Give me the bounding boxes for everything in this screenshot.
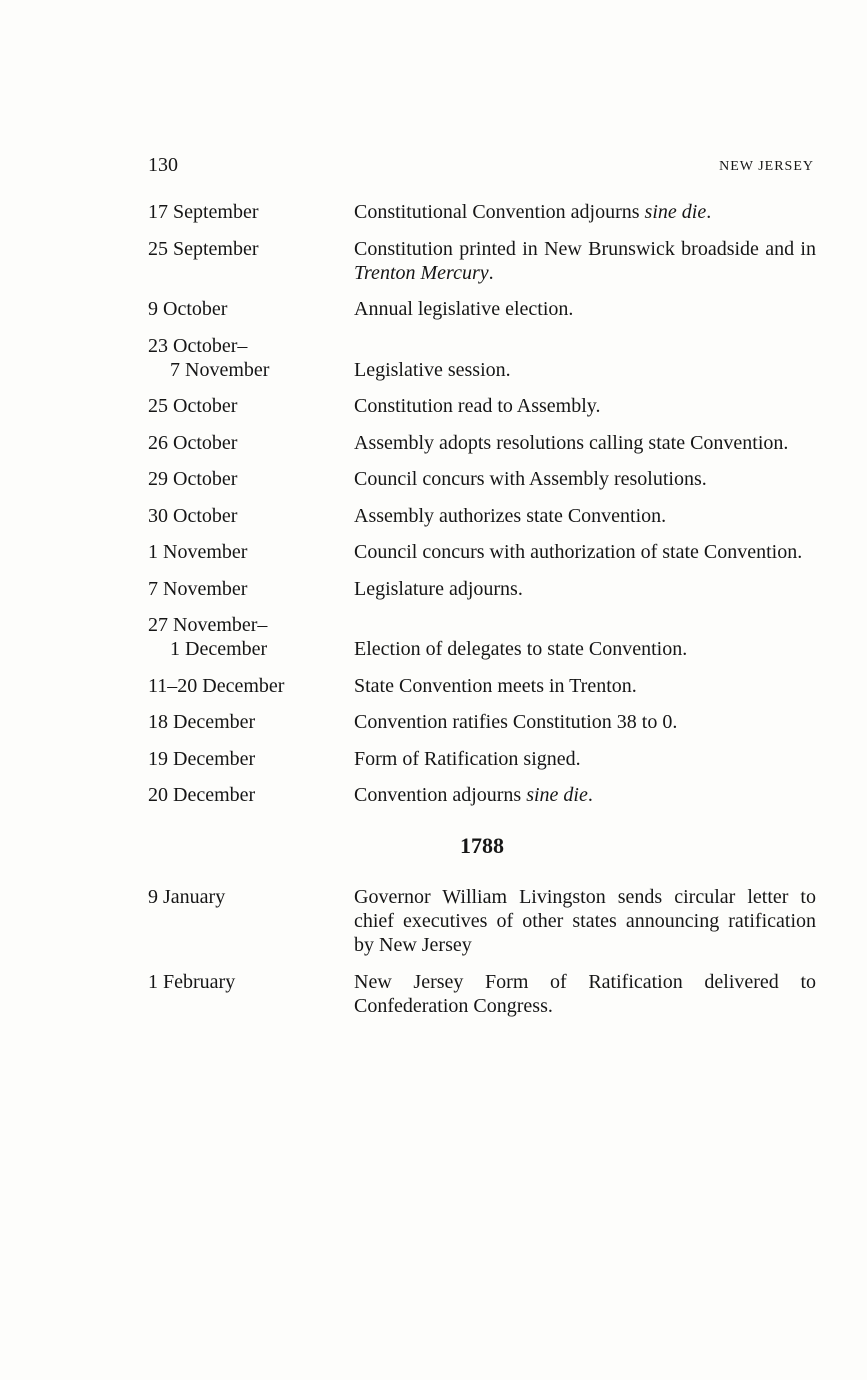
entry-text-part: .	[706, 201, 712, 223]
page-number: 130	[148, 154, 178, 176]
entry-text-part: Constitution printed in New Brunswick broadside and in	[354, 237, 816, 260]
date-line: 25 October	[148, 395, 238, 417]
date-line: 1 February	[148, 970, 236, 993]
running-head: NEW JERSEY	[719, 159, 814, 174]
date-line: 7 November	[170, 358, 270, 381]
date-line: 19 December	[148, 747, 256, 770]
entry-date	[148, 334, 354, 382]
entry-text: Annual legislative election.	[354, 298, 574, 320]
entry-text-italic: sine die	[644, 201, 707, 223]
entry-text: Assembly adopts resolutions calling state Convention.	[354, 431, 789, 454]
entry-text-italic: Trenton Mercury	[354, 261, 489, 284]
date-line: 20 December	[148, 784, 256, 806]
entry-date	[148, 200, 354, 224]
chronology-entry	[148, 970, 816, 1018]
date-line: 25 September	[148, 237, 259, 260]
chronology-entry	[148, 577, 816, 601]
entry-date	[148, 467, 354, 491]
entry-text: Council concurs with Assembly resolutions.	[354, 468, 707, 490]
entry-text: Election of delegates to state Convention.	[354, 638, 688, 660]
date-line: 11–20 December	[148, 674, 285, 697]
date-line: 17 September	[148, 201, 259, 223]
date-line: 18 December	[148, 711, 256, 733]
entry-date	[148, 431, 354, 455]
entry-date	[148, 237, 354, 285]
entry-text-part: Convention adjourns	[354, 784, 527, 806]
chronology-entry	[148, 885, 816, 957]
entry-text: Constitution read to Assembly.	[354, 395, 601, 417]
entry-date	[148, 747, 354, 771]
entry-date	[148, 885, 354, 957]
chronology-entry	[148, 237, 816, 285]
date-line: 9 October	[148, 298, 228, 320]
date-line: 7 November	[148, 577, 248, 600]
year-heading	[148, 833, 816, 859]
entry-text: New Jersey Form of Ratification delivered to Confederation Congress.	[354, 970, 816, 1017]
entry-date	[148, 394, 354, 418]
entry-text: Convention ratifies Constitution 38 to 0.	[354, 711, 678, 733]
entry-text: Legislature adjourns.	[354, 577, 523, 600]
chronology-entry	[148, 783, 816, 807]
entry-date	[148, 540, 354, 564]
entry-text	[354, 237, 816, 285]
chronology-entry	[148, 674, 816, 698]
entry-text-part: .	[587, 784, 593, 806]
date-line: 27 November–	[148, 614, 268, 636]
chronology-entry	[148, 394, 816, 418]
entry-text: Legislative session.	[354, 358, 511, 381]
entry-date	[148, 613, 354, 661]
chronology-entry	[148, 540, 816, 564]
date-line: 1 November	[148, 541, 248, 563]
date-line: 23 October–	[148, 334, 248, 357]
entry-text: Council concurs with authorization of state Convention.	[354, 541, 803, 563]
entry-text	[354, 783, 816, 807]
entry-text: Form of Ratification signed.	[354, 747, 581, 770]
chronology-entry	[148, 747, 816, 771]
date-line: 29 October	[148, 468, 238, 490]
chronology-entry	[148, 467, 816, 491]
chronology-entry	[148, 431, 816, 455]
date-line: 1 December	[170, 638, 268, 660]
chronology	[148, 200, 816, 1030]
date-line: 26 October	[148, 431, 238, 454]
entry-text: State Convention meets in Trenton.	[354, 674, 637, 697]
entry-text-italic: sine die	[526, 784, 588, 806]
entry-date	[148, 674, 354, 698]
chronology-entry	[148, 297, 816, 321]
entry-text-part: .	[488, 261, 494, 284]
chronology-entry	[148, 710, 816, 734]
entry-date	[148, 783, 354, 807]
chronology-entry	[148, 613, 816, 661]
entry-text-part: Constitutional Convention adjourns	[354, 201, 645, 223]
date-line: 9 January	[148, 886, 226, 908]
entry-date	[148, 577, 354, 601]
entry-date	[148, 710, 354, 734]
year-heading-text: 1788	[460, 833, 504, 858]
chronology-entry	[148, 504, 816, 528]
entry-text: Assembly authorizes state Convention.	[354, 504, 667, 527]
date-line: 30 October	[148, 504, 238, 527]
chronology-entry	[148, 334, 816, 382]
entry-date	[148, 970, 354, 1018]
chronology-entry	[148, 200, 816, 224]
entry-text: Governor William Livingston sends circular letter to chief executives of other states announcing ratification by New Jersey	[354, 886, 816, 956]
entry-text	[354, 200, 816, 224]
entry-date	[148, 297, 354, 321]
entry-date	[148, 504, 354, 528]
